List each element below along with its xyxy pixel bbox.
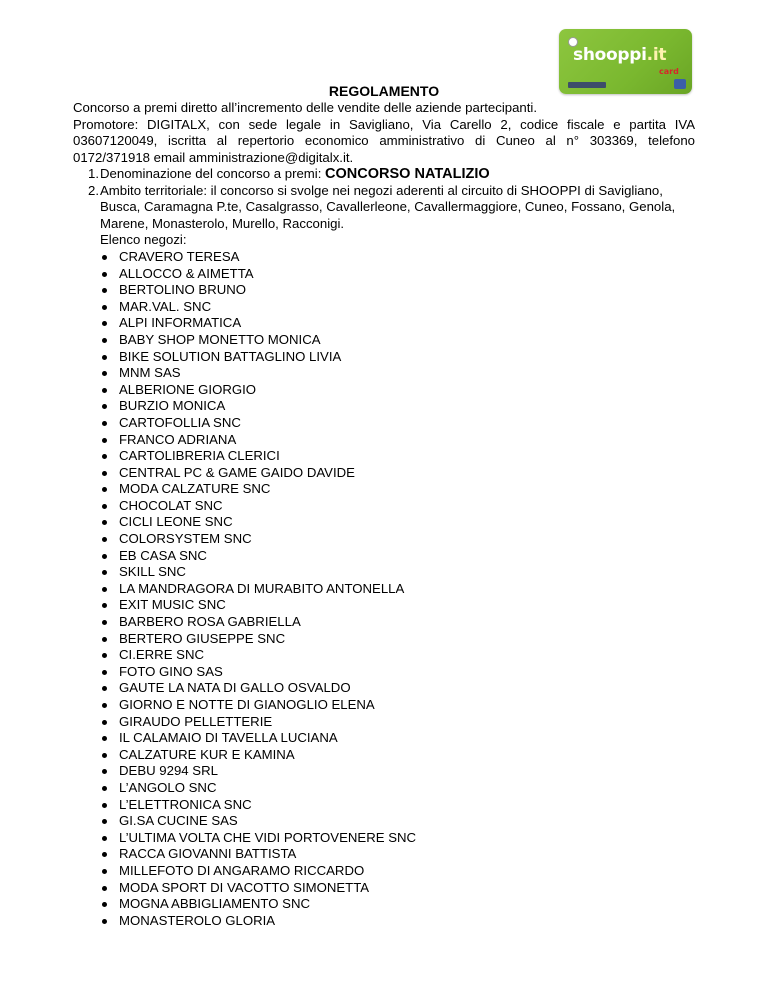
shop-list [100,249,695,929]
shop-list-item [100,448,695,465]
shop-name: MODA CALZATURE SNC [119,481,271,497]
bullet-icon [102,670,107,675]
shop-list-item [100,315,695,332]
promoter-paragraph: Promotore: DIGITALX, con sede legale in Savigliano, Via Carello 2, codice fiscale e partita IVA 03607120049, iscritta al repertorio economico amministrativo di Cuneo al n° 303369, telefono 0172/371918 email amministrazione@digitalx.it. [73,116,695,165]
shop-name: CENTRAL PC & GAME GAIDO DAVIDE [119,464,355,480]
shop-list-item [100,830,695,847]
bullet-icon [102,720,107,725]
shop-list-item [100,597,695,614]
shop-name: FOTO GINO SAS [119,663,223,679]
shop-name: L’ANGOLO SNC [119,779,217,795]
bullet-icon [102,388,107,393]
bullet-icon [102,703,107,708]
intro-line: Concorso a premi diretto all’incremento delle vendite delle aziende partecipanti. [73,100,538,115]
shop-list-item [100,846,695,863]
shop-name: MILLEFOTO DI ANGARAMO RICCARDO [119,862,365,878]
bullet-icon [102,637,107,642]
shop-list-item [100,664,695,681]
bullet-icon [102,504,107,509]
bullet-icon [102,355,107,360]
bullet-icon [102,686,107,691]
logo-card-label: card [659,67,679,76]
rule-item-2 [73,183,695,930]
rule-number: 1. [88,166,99,181]
shop-list-item [100,332,695,349]
shop-name: COLORSYSTEM SNC [119,531,252,547]
bullet-icon [102,305,107,310]
shop-name: MAR.VAL. SNC [119,298,212,314]
intro-section [73,100,695,166]
shop-name: IL CALAMAIO DI TAVELLA LUCIANA [119,730,338,746]
shop-list-item [100,514,695,531]
shop-name: EXIT MUSIC SNC [119,597,226,613]
shop-name: DEBU 9294 SRL [119,763,218,779]
bullet-icon [102,769,107,774]
shop-name: FRANCO ADRIANA [119,431,237,447]
logo-word-accent: .it [646,45,667,65]
shop-name: RACCA GIOVANNI BATTISTA [119,846,297,862]
shop-list-item [100,249,695,266]
bullet-icon [102,288,107,293]
shop-name: GIRAUDO PELLETTERIE [119,713,273,729]
logo-wordmark [573,45,666,65]
shop-list-item [100,747,695,764]
bullet-icon [102,603,107,608]
territory-line: Ambito territoriale: il concorso si svolge nei negozi aderenti al circuito di SHOOPPI di Savigliano, [100,182,663,198]
shop-list-item [100,365,695,382]
bullet-icon [102,620,107,625]
shop-list-item [100,432,695,449]
shop-list-item [100,631,695,648]
shop-list-item [100,465,695,482]
shop-list-item [100,415,695,432]
bullet-icon [102,886,107,891]
shop-list-item [100,780,695,797]
shop-name: L’ULTIMA VOLTA CHE VIDI PORTOVENERE SNC [119,829,417,845]
bullet-icon [102,852,107,857]
shop-list-item [100,730,695,747]
bullet-icon [102,537,107,542]
shop-list-item [100,581,695,598]
shop-list-item [100,863,695,880]
shop-list-item [100,880,695,897]
shop-name: ALBERIONE GIORGIO [119,381,257,397]
bullet-icon [102,902,107,907]
shop-name: MNM SAS [119,365,181,381]
shop-list-item [100,349,695,366]
shop-name: EB CASA SNC [119,547,207,563]
bullet-icon [102,753,107,758]
shop-name: ALLOCCO & AIMETTA [119,265,254,281]
shop-name: BURZIO MONICA [119,398,226,414]
shop-name: BERTOLINO BRUNO [119,282,247,298]
shop-list-item [100,913,695,930]
shop-list-item [100,680,695,697]
shop-list-item [100,382,695,399]
bullet-icon [102,272,107,277]
shop-name: BARBERO ROSA GABRIELLA [119,614,301,630]
shop-name: BIKE SOLUTION BATTAGLINO LIVIA [119,348,342,364]
bullet-icon [102,421,107,426]
shop-list-item [100,299,695,316]
shop-name: L’ELETTRONICA SNC [119,796,252,812]
shop-list-item [100,896,695,913]
shop-name: MONASTEROLO GLORIA [119,912,276,928]
bullet-icon [102,487,107,492]
bullet-icon [102,803,107,808]
shop-name: GI.SA CUCINE SAS [119,813,238,829]
shop-list-item [100,498,695,515]
bullet-icon [102,736,107,741]
shop-name: MODA SPORT DI VACOTTO SIMONETTA [119,879,370,895]
shop-list-item [100,398,695,415]
shop-name: LA MANDRAGORA DI MURABITO ANTONELLA [119,580,405,596]
territory-line: Busca, Caramagna P.te, Casalgrasso, Cavallerleone, Cavallermaggiore, Cuneo, Fossano, Genola, [100,199,676,215]
bullet-icon [102,786,107,791]
shop-list-item [100,282,695,299]
shop-list-item [100,714,695,731]
shop-name: CI.ERRE SNC [119,647,204,663]
shop-list-item [100,481,695,498]
bullet-icon [102,919,107,924]
bullet-icon [102,454,107,459]
shop-name: CARTOFOLLIA SNC [119,414,241,430]
bullet-icon [102,520,107,525]
bullet-icon [102,321,107,326]
shop-list-item [100,564,695,581]
rule-number: 2. [88,182,99,198]
shop-list-item [100,614,695,631]
shop-name: CARTOLIBRERIA CLERICI [119,448,280,464]
shop-list-item [100,266,695,283]
shop-list-item [100,531,695,548]
shop-name: SKILL SNC [119,564,186,580]
bullet-icon [102,554,107,559]
shop-name: BERTERO GIUSEPPE SNC [119,630,286,646]
shop-list-label: Elenco negozi: [100,232,187,248]
bullet-icon [102,404,107,409]
shop-name: GIORNO E NOTTE DI GIANOGLIO ELENA [119,697,375,712]
rule-text: Denominazione del concorso a premi: [100,166,326,181]
bullet-icon [102,869,107,874]
shop-list-item [100,548,695,565]
logo-word-main: shooppi [573,45,647,65]
shop-name: CRAVERO TERESA [119,248,240,264]
shop-name: ALPI INFORMATICA [119,315,242,331]
shop-list-item [100,813,695,830]
bullet-icon [102,587,107,592]
bullet-icon [102,438,107,443]
bullet-icon [102,255,107,260]
contest-name: CONCORSO NATALIZIO [325,166,490,182]
bullet-icon [102,819,107,824]
bullet-icon [102,653,107,658]
shop-list-item [100,763,695,780]
rules-list [73,166,695,929]
bullet-icon [102,836,107,841]
bullet-icon [102,371,107,376]
territory-line: Marene, Monasterolo, Murello, Racconigi. [100,215,345,231]
shop-name: MOGNA ABBIGLIAMENTO SNC [119,896,311,912]
shop-name: CALZATURE KUR E KAMINA [119,746,295,762]
shop-list-item [100,697,695,714]
bullet-icon [102,570,107,575]
rule-item-1 [73,166,695,183]
shop-list-item [100,797,695,814]
document-title: REGOLAMENTO [328,83,440,99]
bullet-icon [102,471,107,476]
shop-name: GAUTE LA NATA DI GALLO OSVALDO [119,680,351,696]
shop-name: BABY SHOP MONETTO MONICA [119,331,321,347]
bullet-icon [102,338,107,343]
shop-name: CICLI LEONE SNC [119,514,233,530]
shop-name: CHOCOLAT SNC [119,497,223,513]
shop-list-item [100,647,695,664]
